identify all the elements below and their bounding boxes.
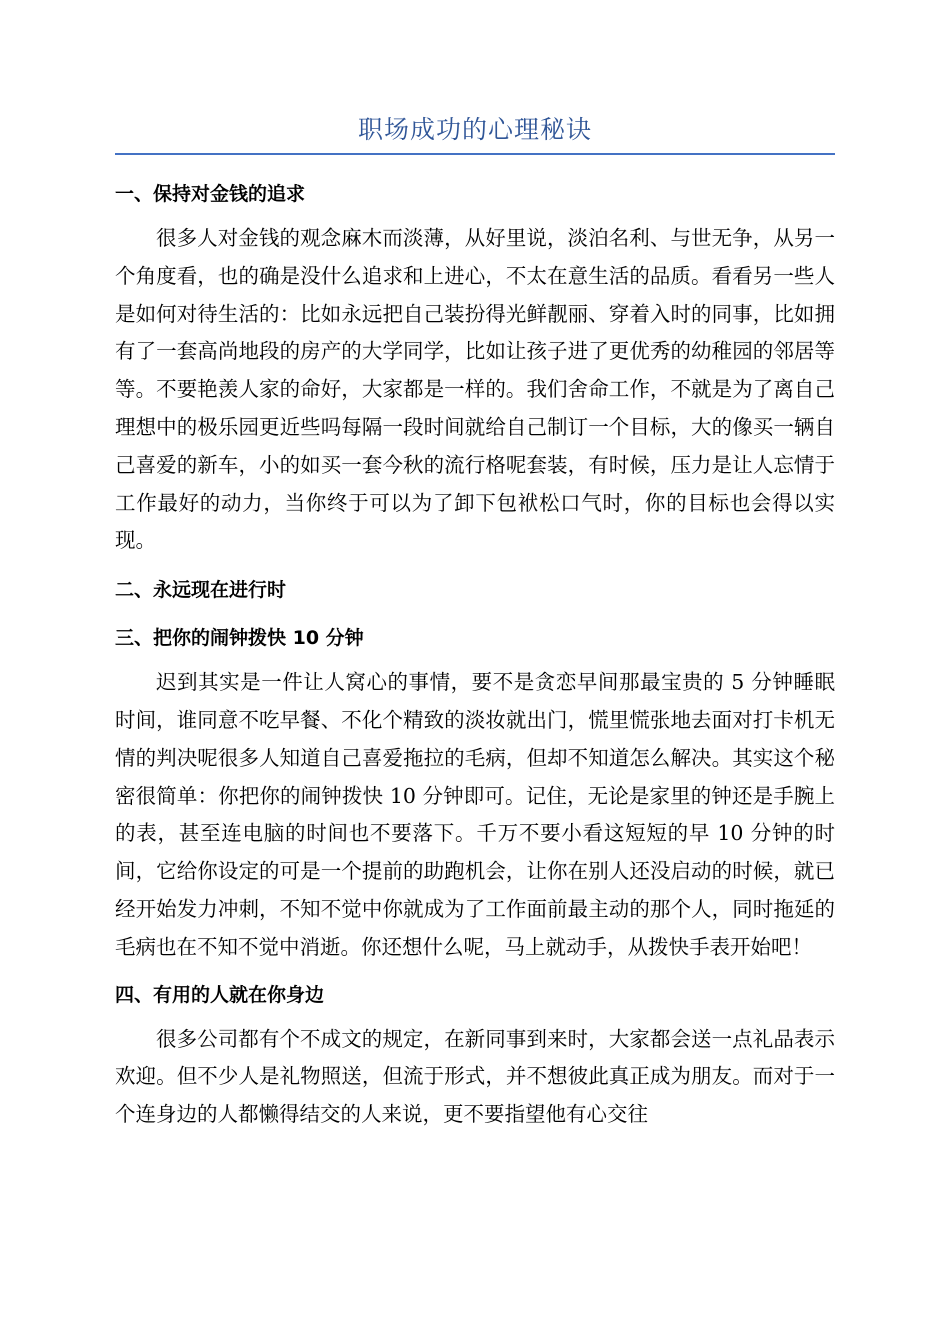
section-paragraph-3: 迟到其实是一件让人窝心的事情，要不是贪恋早间那最宝贵的 5 分钟睡眠时间，谁同意不吃早餐、不化个精致的淡妆就出门，慌里慌张地去面对打卡机无情的判决呢很多人知道自己喜爱拖拉的毛病，但却不知道怎么解决。其实这个秘密很简单：你把你的闹钟拨快 10 分钟即可。记住，无论是家里的钟还是手腕上的表，甚至连电脑的时间也不要落下。千万不要小看这短短的早 10 分钟的时间，它给你设定的可是一个提前的助跑机会，让你在别人还没启动的时候，就已经开始发力冲刺，不知不觉中你就成为了工作面前最主动的那个人，同时拖延的毛病也在不知不觉中消逝。你还想什么呢，马上就动手，从拨快手表开始吧！ xyxy=(115,670,835,959)
section-heading-1: 一、保持对金钱的追求 xyxy=(115,183,306,205)
section-paragraph-1: 很多人对金钱的观念麻木而淡薄，从好里说，淡泊名利、与世无争，从另一个角度看，也的确是没什么追求和上进心，不太在意生活的品质。看看另一些人是如何对待生活的：比如永远把自己装扮得光鲜靓丽、穿着入时的同事，比如拥有了一套高尚地段的房产的大学同学，比如让孩子进了更优秀的幼稚园的邻居等等。不要艳羡人家的命好，大家都是一样的。我们舍命工作，不就是为了离自己理想中的极乐园更近些吗每隔一段时间就给自己制订一个目标，大的像买一辆自己喜爱的新车，小的如买一套今秋的流行格呢套装，有时候，压力是让人忘情于工作最好的动力，当你终于可以为了卸下包袱松口气时，你的目标也会得以实现。 xyxy=(115,226,835,553)
title-underline xyxy=(115,153,835,155)
section-heading-2: 二、永远现在进行时 xyxy=(115,579,287,602)
document-title: 职场成功的心理秘诀 xyxy=(357,115,592,144)
document-body xyxy=(115,172,835,1134)
section-paragraph-4: 很多公司都有个不成文的规定，在新同事到来时，大家都会送一点礼品表示欢迎。但不少人是礼物照送，但流于形式，并不想彼此真正成为朋友。而对于一个连身边的人都懒得结交的人来说，更不要指望他有心交往 xyxy=(115,1026,835,1127)
section-heading-3: 三、把你的闹钟拨快 10 分钟 xyxy=(115,627,364,650)
section-heading-4: 四、有用的人就在你身边 xyxy=(115,983,325,1006)
